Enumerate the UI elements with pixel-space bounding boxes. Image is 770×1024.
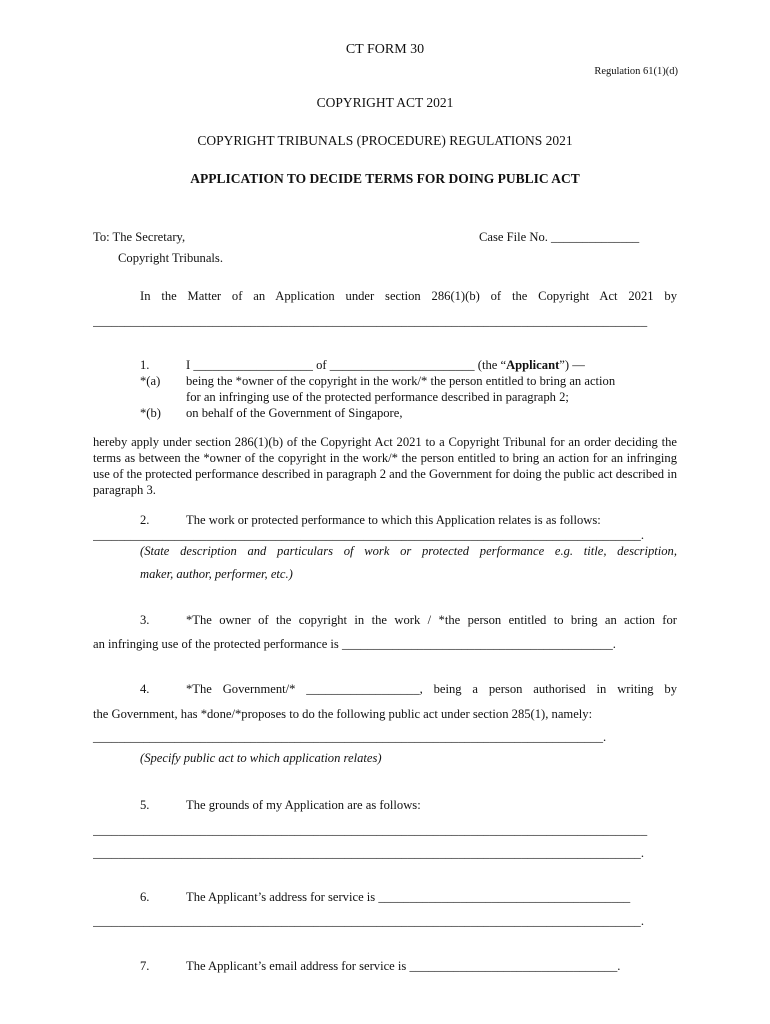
para4-number: 4.	[140, 682, 150, 696]
para4-text-2: the Government, has *done/*proposes to do the following public act under section 285(1), namely:	[93, 707, 593, 721]
matter-statement: In the Matter of an Application under section 286(1)(b) of the Copyright Act 2021 by	[140, 289, 677, 303]
addressee-line-2: Copyright Tribunals.	[118, 251, 223, 265]
para2-note: (State description and particulars of work or protected performance e.g. title, description,	[140, 544, 677, 558]
form-number: CT FORM 30	[345, 42, 425, 57]
para1-option-b-text: on behalf of the Government of Singapore,	[186, 406, 403, 420]
regulations-title: COPYRIGHT TRIBUNALS (PROCEDURE) REGULATIONS 2021	[197, 133, 573, 148]
para5-number: 5.	[140, 798, 150, 812]
para5-line-2: _______________________________________________________________________________________.	[93, 846, 644, 860]
para2-text: The work or protected performance to which this Application relates is as follows:	[186, 513, 601, 527]
para1-option-a-text: being the *owner of the copyright in the work/* the person entitled to bring an action	[186, 374, 616, 388]
para6-text: The Applicant’s address for service is ________________________________________	[186, 890, 631, 904]
para3-number: 3.	[140, 613, 150, 627]
para7-text: The Applicant’s email address for service is _________________________________.	[186, 959, 621, 973]
para1-option-b-label: *(b)	[140, 406, 161, 420]
addressee-line: To: The Secretary,	[93, 230, 186, 244]
act-title: COPYRIGHT ACT 2021	[316, 95, 454, 110]
para1-number: 1.	[140, 358, 150, 372]
case-file-number: Case File No. ______________	[479, 230, 640, 244]
para6-line: _______________________________________________________________________________________.	[93, 914, 644, 928]
para2-line: _______________________________________________________________________________________.	[93, 528, 644, 542]
para5-line-1: ________________________________________________________________________________________	[93, 823, 648, 837]
para4-note: (Specify public act to which application relates)	[140, 751, 382, 765]
para5-text: The grounds of my Application are as follows:	[186, 798, 421, 812]
para2-note-2: maker, author, performer, etc.)	[140, 567, 293, 581]
para6-number: 6.	[140, 890, 150, 904]
matter-applicant-line: ________________________________________________________________________________________	[93, 314, 648, 328]
para1-option-a-text-2: for an infringing use of the protected performance described in paragraph 2;	[186, 390, 569, 404]
regulation-reference: Regulation 61(1)(d)	[594, 66, 678, 77]
para1-intro: I ___________________ of _______________________ (the “Applicant”) —	[186, 358, 585, 372]
applicant-term: Applicant	[506, 358, 560, 372]
para7-number: 7.	[140, 959, 150, 973]
para1-body: hereby apply under section 286(1)(b) of the Copyright Act 2021 to a Copyright Tribunal for an order deciding the terms as between the *owner of the copyright in the work/* the person entitled to bring an action for an infringing use of the protected performance described in paragraph 2 and the Government for doing the public act described in paragraph 3.	[93, 435, 677, 497]
application-title: APPLICATION TO DECIDE TERMS FOR DOING PUBLIC ACT	[190, 171, 580, 186]
para3-text-2: an infringing use of the protected performance is ___________________________________________.	[93, 637, 616, 651]
para4-text: *The Government/* __________________, being a person authorised in writing by	[186, 682, 677, 696]
para4-line: _________________________________________________________________________________.	[93, 730, 607, 744]
para2-number: 2.	[140, 513, 150, 527]
para3-text: *The owner of the copyright in the work / *the person entitled to bring an action for	[186, 613, 677, 627]
para1-option-a-label: *(a)	[140, 374, 161, 388]
